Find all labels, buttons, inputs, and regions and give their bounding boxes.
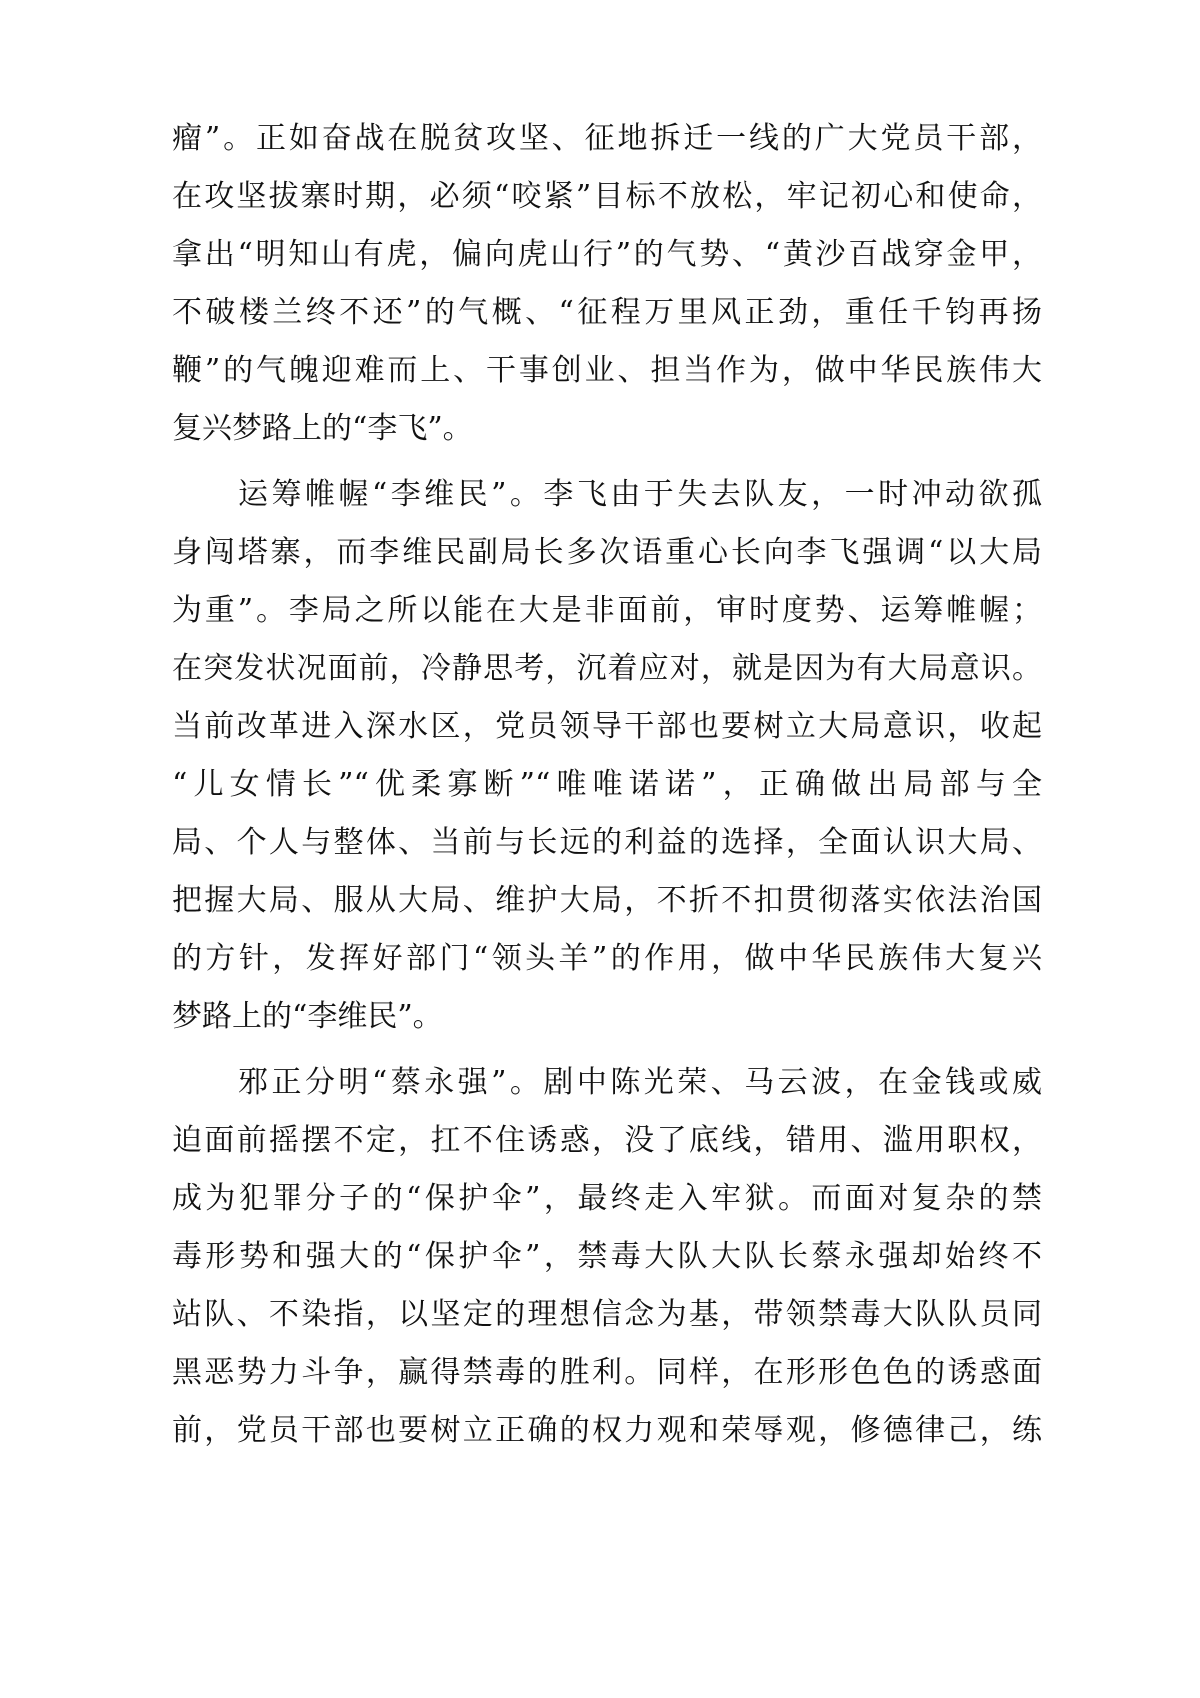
text-line: 当前改革进入深水区，党员领导干部也要树立大局意识，收起	[172, 709, 1042, 744]
text-line: 梦路上的“李维民”。	[172, 999, 443, 1034]
text-line: 毒形势和强大的“保护伞”，禁毒大队大队长蔡永强却始终不	[172, 1239, 1042, 1274]
text-line: 站队、不染指，以坚定的理想信念为基，带领禁毒大队队员同	[172, 1297, 1042, 1332]
text-line: 瘤”。正如奋战在脱贫攻坚、征地拆迁一线的广大党员干部，	[172, 121, 1042, 156]
text-line: 黑恶势力斗争，赢得禁毒的胜利。同样，在形形色色的诱惑面	[172, 1355, 1042, 1390]
paragraph-2	[172, 466, 1042, 1046]
paragraph-spacer	[172, 1046, 1042, 1054]
paragraph-3	[172, 1054, 1042, 1460]
text-line: 邪正分明“蔡永强”。剧中陈光荣、马云波，在金钱或威	[238, 1065, 1042, 1100]
document-body	[172, 110, 1042, 1460]
text-line: 不破楼兰终不还”的气概、“征程万里风正劲，重任千钧再扬	[172, 295, 1042, 330]
text-line: 迫面前摇摆不定，扛不住诱惑，没了底线，错用、滥用职权，	[172, 1123, 1042, 1158]
text-line: 运筹帷幄“李维民”。李飞由于失去队友，一时冲动欲孤	[238, 477, 1042, 512]
text-line: 在突发状况面前，冷静思考，沉着应对，就是因为有大局意识。	[172, 651, 1042, 686]
text-line: 把握大局、服从大局、维护大局，不折不扣贯彻落实依法治国	[172, 883, 1042, 918]
text-line: 为重”。李局之所以能在大是非面前，审时度势、运筹帷幄；	[172, 593, 1042, 628]
text-line: 身闯塔寨，而李维民副局长多次语重心长向李飞强调“以大局	[172, 535, 1042, 570]
text-line: 鞭”的气魄迎难而上、干事创业、担当作为，做中华民族伟大	[172, 353, 1042, 388]
text-line: 的方针，发挥好部门“领头羊”的作用，做中华民族伟大复兴	[172, 941, 1042, 976]
text-line: 拿出“明知山有虎，偏向虎山行”的气势、“黄沙百战穿金甲，	[172, 237, 1042, 272]
paragraph-1	[172, 110, 1042, 458]
text-line: 局、个人与整体、当前与长远的利益的选择，全面认识大局、	[172, 825, 1042, 860]
text-line: 在攻坚拔寨时期，必须“咬紧”目标不放松，牢记初心和使命，	[172, 179, 1042, 214]
text-line: 复兴梦路上的“李飞”。	[172, 411, 473, 446]
text-line: “儿女情长”“优柔寡断”“唯唯诺诺”，正确做出局部与全	[172, 767, 1042, 802]
text-line: 成为犯罪分子的“保护伞”，最终走入牢狱。而面对复杂的禁	[172, 1181, 1042, 1216]
paragraph-spacer	[172, 458, 1042, 466]
text-line: 前，党员干部也要树立正确的权力观和荣辱观，修德律己，练	[172, 1413, 1042, 1448]
